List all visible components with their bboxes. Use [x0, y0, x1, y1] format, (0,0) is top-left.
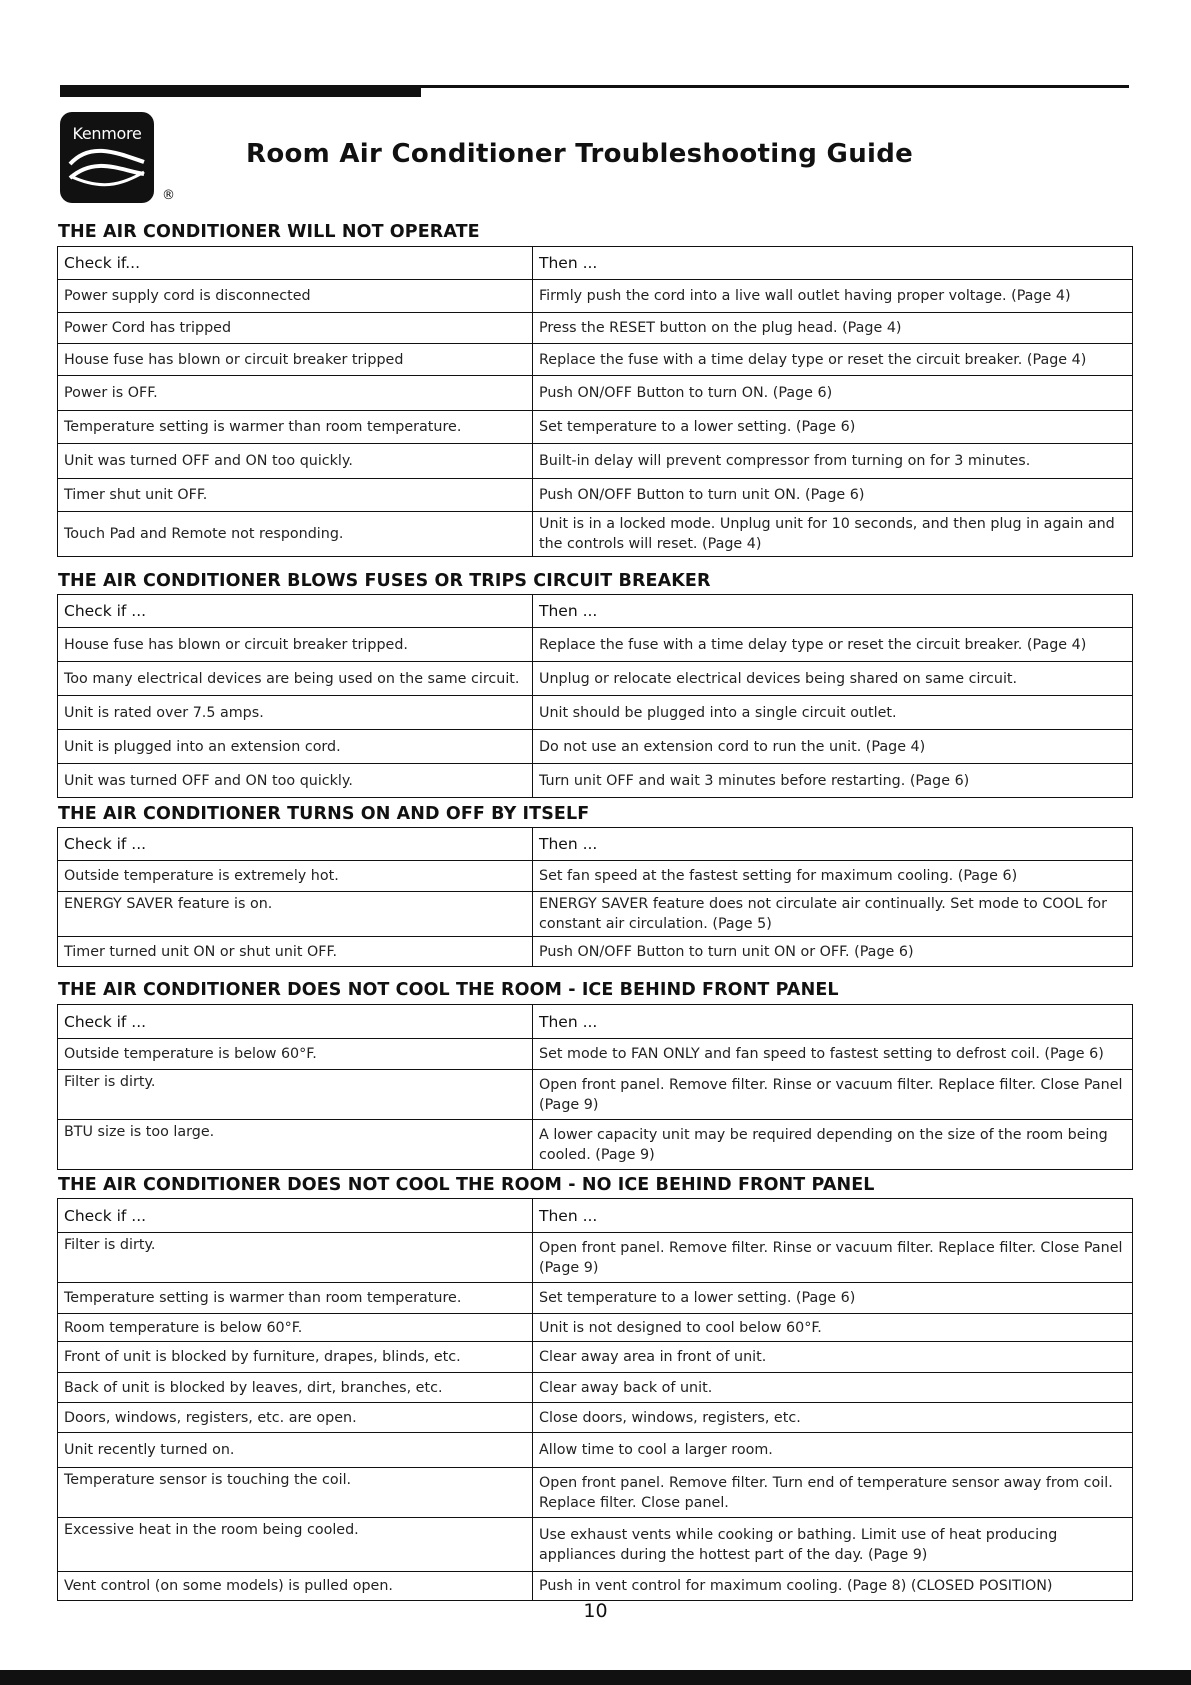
- table-row: [58, 662, 1133, 696]
- table-header-row: [58, 595, 1133, 628]
- cause-cell: Unit is plugged into an extension cord.: [58, 730, 533, 764]
- remedy-cell: Push ON/OFF Button to turn unit ON. (Page 6): [533, 479, 1133, 512]
- cause-cell: Filter is dirty.: [58, 1233, 533, 1283]
- table-row: [58, 892, 1133, 937]
- table-header-row: [58, 828, 1133, 861]
- cause-cell: Vent control (on some models) is pulled open.: [58, 1572, 533, 1601]
- kenmore-logo: [60, 112, 154, 203]
- cause-cell: BTU size is too large.: [58, 1120, 533, 1170]
- table-row: [58, 376, 1133, 411]
- column-header-check: Check if ...: [58, 1199, 533, 1233]
- cause-cell: Power supply cord is disconnected: [58, 280, 533, 313]
- page-title: Room Air Conditioner Troubleshooting Guide: [246, 139, 914, 169]
- remedy-cell: Turn unit OFF and wait 3 minutes before restarting. (Page 6): [533, 764, 1133, 798]
- troubleshoot-table: [57, 1198, 1133, 1601]
- table-row: [58, 1070, 1133, 1120]
- remedy-cell: Replace the fuse with a time delay type or reset the circuit breaker. (Page 4): [533, 344, 1133, 376]
- remedy-cell: Firmly push the cord into a live wall outlet having proper voltage. (Page 4): [533, 280, 1133, 313]
- cause-cell: Room temperature is below 60°F.: [58, 1314, 533, 1342]
- registered-mark: ®: [162, 188, 175, 203]
- cause-cell: Power Cord has tripped: [58, 313, 533, 344]
- column-header-then: Then ...: [533, 1199, 1133, 1233]
- header-rule-accent: [60, 87, 421, 97]
- remedy-cell: Unit is not designed to cool below 60°F.: [533, 1314, 1133, 1342]
- column-header-check: Check if ...: [58, 595, 533, 628]
- cause-cell: Timer shut unit OFF.: [58, 479, 533, 512]
- remedy-cell: Push ON/OFF Button to turn ON. (Page 6): [533, 376, 1133, 411]
- remedy-cell: Open front panel. Remove filter. Rinse or vacuum filter. Replace filter. Close Panel (Page 9): [533, 1233, 1133, 1283]
- column-header-check: Check if ...: [58, 828, 533, 861]
- table-row: [58, 313, 1133, 344]
- troubleshoot-table: [57, 827, 1133, 967]
- remedy-cell: Allow time to cool a larger room.: [533, 1433, 1133, 1468]
- cause-cell: Temperature setting is warmer than room temperature.: [58, 1283, 533, 1314]
- table-row: [58, 1233, 1133, 1283]
- remedy-cell: Open front panel. Remove filter. Rinse or vacuum filter. Replace filter. Close Panel (Page 9): [533, 1070, 1133, 1120]
- cause-cell: Filter is dirty.: [58, 1070, 533, 1120]
- cause-cell: Unit recently turned on.: [58, 1433, 533, 1468]
- column-header-check: Check if ...: [58, 1005, 533, 1039]
- cause-cell: Temperature sensor is touching the coil.: [58, 1468, 533, 1518]
- column-header-check: Check if...: [58, 247, 533, 280]
- table-row: [58, 1373, 1133, 1403]
- cause-cell: Timer turned unit ON or shut unit OFF.: [58, 937, 533, 967]
- table-header-row: [58, 247, 1133, 280]
- section-heading: THE AIR CONDITIONER DOES NOT COOL THE ROOM - NO ICE BEHIND FRONT PANEL: [58, 1175, 875, 1195]
- remedy-cell: Unplug or relocate electrical devices being shared on same circuit.: [533, 662, 1133, 696]
- table-row: [58, 280, 1133, 313]
- remedy-cell: Use exhaust vents while cooking or bathing. Limit use of heat producing appliances during the hottest part of the day. (Page 9): [533, 1518, 1133, 1572]
- table-row: [58, 1518, 1133, 1572]
- remedy-cell: Press the RESET button on the plug head. (Page 4): [533, 313, 1133, 344]
- cause-cell: Doors, windows, registers, etc. are open.: [58, 1403, 533, 1433]
- remedy-cell: Push ON/OFF Button to turn unit ON or OFF. (Page 6): [533, 937, 1133, 967]
- remedy-cell: Clear away area in front of unit.: [533, 1342, 1133, 1373]
- remedy-cell: Set mode to FAN ONLY and fan speed to fastest setting to defrost coil. (Page 6): [533, 1039, 1133, 1070]
- remedy-cell: Close doors, windows, registers, etc.: [533, 1403, 1133, 1433]
- remedy-cell: Unit should be plugged into a single circuit outlet.: [533, 696, 1133, 730]
- remedy-cell: Built-in delay will prevent compressor from turning on for 3 minutes.: [533, 444, 1133, 479]
- cause-cell: Too many electrical devices are being used on the same circuit.: [58, 662, 533, 696]
- table-row: [58, 1433, 1133, 1468]
- table-row: [58, 861, 1133, 892]
- remedy-cell: Replace the fuse with a time delay type or reset the circuit breaker. (Page 4): [533, 628, 1133, 662]
- column-header-then: Then ...: [533, 595, 1133, 628]
- remedy-cell: ENERGY SAVER feature does not circulate air continually. Set mode to COOL for constant air circulation. (Page 5): [533, 892, 1133, 937]
- table-row: [58, 479, 1133, 512]
- remedy-cell: Push in vent control for maximum cooling. (Page 8) (CLOSED POSITION): [533, 1572, 1133, 1601]
- cause-cell: Back of unit is blocked by leaves, dirt, branches, etc.: [58, 1373, 533, 1403]
- logo-wordmark: Kenmore: [72, 124, 142, 143]
- section-heading: THE AIR CONDITIONER BLOWS FUSES OR TRIPS CIRCUIT BREAKER: [58, 571, 711, 591]
- table-row: [58, 937, 1133, 967]
- table-row: [58, 628, 1133, 662]
- column-header-then: Then ...: [533, 1005, 1133, 1039]
- table-row: [58, 1120, 1133, 1170]
- cause-cell: Unit is rated over 7.5 amps.: [58, 696, 533, 730]
- table-row: [58, 512, 1133, 557]
- cause-cell: Temperature setting is warmer than room temperature.: [58, 411, 533, 444]
- remedy-cell: Set fan speed at the fastest setting for maximum cooling. (Page 6): [533, 861, 1133, 892]
- table-row: [58, 1468, 1133, 1518]
- table-row: [58, 764, 1133, 798]
- table-row: [58, 1283, 1133, 1314]
- troubleshoot-table: [57, 594, 1133, 798]
- table-header-row: [58, 1199, 1133, 1233]
- table-row: [58, 1039, 1133, 1070]
- remedy-cell: A lower capacity unit may be required depending on the size of the room being cooled. (Page 9): [533, 1120, 1133, 1170]
- cause-cell: House fuse has blown or circuit breaker tripped.: [58, 628, 533, 662]
- cause-cell: Excessive heat in the room being cooled.: [58, 1518, 533, 1572]
- cause-cell: Unit was turned OFF and ON too quickly.: [58, 444, 533, 479]
- troubleshoot-table: [57, 246, 1133, 557]
- remedy-cell: Unit is in a locked mode. Unplug unit for 10 seconds, and then plug in again and the controls will reset. (Page 4): [533, 512, 1133, 557]
- cause-cell: Outside temperature is extremely hot.: [58, 861, 533, 892]
- remedy-cell: Open front panel. Remove filter. Turn end of temperature sensor away from coil. Replace filter. Close panel.: [533, 1468, 1133, 1518]
- remedy-cell: Set temperature to a lower setting. (Page 6): [533, 411, 1133, 444]
- cause-cell: Power is OFF.: [58, 376, 533, 411]
- remedy-cell: Clear away back of unit.: [533, 1373, 1133, 1403]
- page-number: 10: [583, 1600, 608, 1622]
- table-row: [58, 444, 1133, 479]
- remedy-cell: Set temperature to a lower setting. (Page 6): [533, 1283, 1133, 1314]
- bottom-edge-bar: [0, 1670, 1191, 1685]
- cause-cell: House fuse has blown or circuit breaker tripped: [58, 344, 533, 376]
- remedy-cell: Do not use an extension cord to run the unit. (Page 4): [533, 730, 1133, 764]
- cause-cell: ENERGY SAVER feature is on.: [58, 892, 533, 937]
- table-row: [58, 1572, 1133, 1601]
- table-row: [58, 1342, 1133, 1373]
- table-row: [58, 696, 1133, 730]
- cause-cell: Touch Pad and Remote not responding.: [58, 512, 533, 557]
- table-row: [58, 1403, 1133, 1433]
- column-header-then: Then ...: [533, 247, 1133, 280]
- troubleshoot-table: [57, 1004, 1133, 1170]
- table-row: [58, 344, 1133, 376]
- section-heading: THE AIR CONDITIONER TURNS ON AND OFF BY ITSELF: [58, 804, 590, 824]
- table-row: [58, 730, 1133, 764]
- table-row: [58, 411, 1133, 444]
- cause-cell: Unit was turned OFF and ON too quickly.: [58, 764, 533, 798]
- cause-cell: Outside temperature is below 60°F.: [58, 1039, 533, 1070]
- section-heading: THE AIR CONDITIONER WILL NOT OPERATE: [58, 222, 480, 242]
- table-header-row: [58, 1005, 1133, 1039]
- table-row: [58, 1314, 1133, 1342]
- section-heading: THE AIR CONDITIONER DOES NOT COOL THE ROOM - ICE BEHIND FRONT PANEL: [58, 980, 839, 1000]
- cause-cell: Front of unit is blocked by furniture, drapes, blinds, etc.: [58, 1342, 533, 1373]
- column-header-then: Then ...: [533, 828, 1133, 861]
